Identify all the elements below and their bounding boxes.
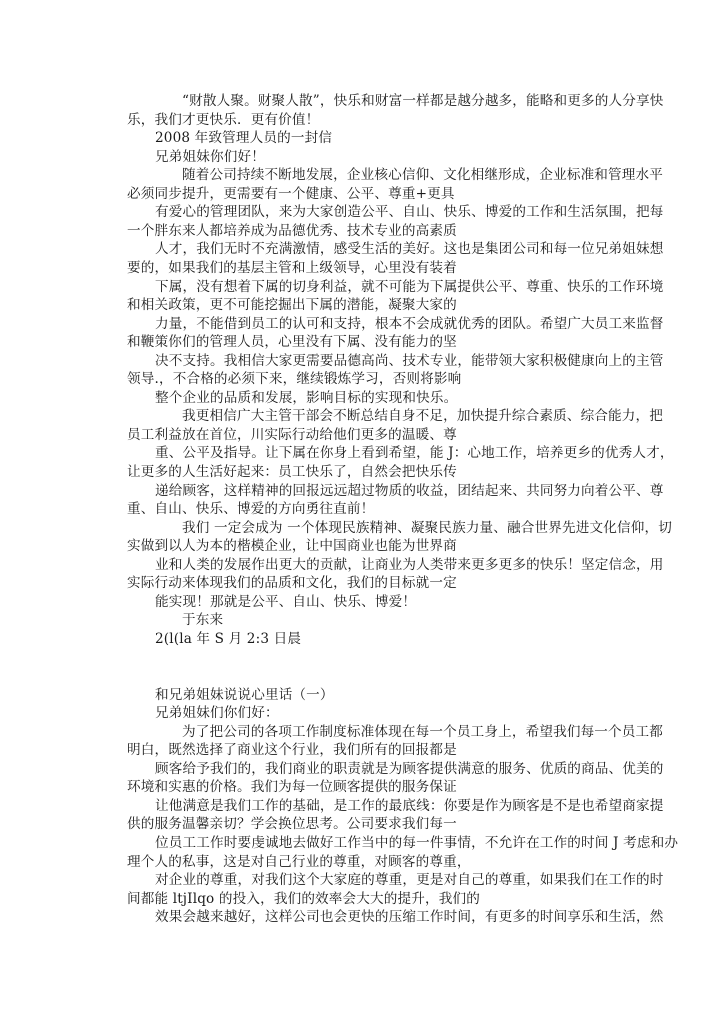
text-line: 领导.，不合格的必须下来，继续锻炼学习，否则将影响 bbox=[127, 371, 462, 388]
text-line: 乐，我们才更快乐．更有价值！ bbox=[127, 111, 320, 128]
text-line: 人才，我们无时不充满激情，感受生活的美好。这也是集团公司和每一位兄弟姐妹想 bbox=[155, 241, 664, 258]
text-line: 要的，如果我们的基层主管和上级领导，心里没有装着 bbox=[127, 259, 457, 276]
text-line: 明白，既然选择了商业这个行业，我们所有的回报都是 bbox=[127, 742, 457, 759]
text-line: 整个企业的品质和发展，影响目标的实现和快乐。 bbox=[155, 389, 458, 406]
text-line: 业和人类的发展作出更大的贡献，让商业为人类带来更多更多的快乐！坚定信念，用 bbox=[155, 556, 664, 573]
text-line: 递给顾客，这样精神的回报远远超过物质的收益，团结起来、共同努力向着公平、尊 bbox=[155, 482, 664, 499]
text-line: 对企业的尊重，对我们这个大家庭的尊重，更是对自己的尊重，如果我们在工作的时 bbox=[155, 872, 664, 889]
text-line: 我更相信广大主管干部会不断总结自身不足，加快提升综合素质、综合能力，把 bbox=[182, 408, 664, 425]
text-line: 让更多的人生活好起来：员工快乐了，自然会把快乐传 bbox=[127, 464, 457, 480]
text-line: 重、公平及指导。让下属在你身上看到希望，能 J：心地工作，培养更乡的优秀人才， bbox=[155, 445, 674, 462]
text-line: 能实现！那就是公平、自山、快乐、博爱！ bbox=[155, 593, 417, 610]
text-line: 和兄弟姐妹说说心里话（一） bbox=[155, 686, 334, 703]
text-line: 决不支持。我相信大家更需要品德高尚、技术专业，能带领大家积极健康向上的主管 bbox=[155, 352, 664, 369]
text-line: 理个人的私事，这是对自己行业的尊重，对顾客的尊重， bbox=[127, 853, 471, 870]
blank-line bbox=[127, 667, 637, 686]
text-line: 和鞭策你们的管理人员，心里没有下属、没有能力的坚 bbox=[127, 334, 457, 351]
text-line: 有爱心的管理团队，来为大家创造公平、自山、快乐、博爱的工作和生活氛围，把每 bbox=[155, 204, 664, 221]
text-line: 环境和实惠的价格。我们为每一位顾客提供的服务保证 bbox=[127, 779, 457, 796]
text-line: 2008 年致管理人员的一封信 bbox=[155, 130, 333, 147]
text-line: “财散人聚。财聚人散”，快乐和财富一样都是越分越多，能略和更多的人分享快 bbox=[182, 93, 664, 109]
text-line: 员工利益放在首位，川实际行动给他们更多的温暖、尊 bbox=[127, 426, 457, 443]
text-line: 重、自山、快乐、博爱的方向勇往直前！ bbox=[127, 501, 375, 518]
text-line: 一个胖东来人都培养成为品德优秀、技术专业的高素质 bbox=[127, 222, 457, 239]
text-line: 位员工工作时要虔诚地去做好工作当中的每一件事情，不允许在工作的时间 J 考虑和办 bbox=[155, 835, 679, 851]
text-line: 我们 一定会成为 一个体现民族精神、凝聚民族力量、融合世界先进文化信仰，切 bbox=[182, 519, 672, 536]
text-line: 供的服务温馨亲切？学会换位思考。公司要求我们每一 bbox=[127, 816, 457, 833]
text-line: 下属，没有想着下属的切身利益，就不可能为下属提供公平、尊重、快乐的工作环境 bbox=[155, 278, 664, 295]
blank-line bbox=[127, 649, 637, 668]
text-line: 2(l(la 年 S 月 2:3 日晨 bbox=[155, 630, 302, 647]
text-line: 于东来 bbox=[182, 612, 224, 629]
text-line: 为了把公司的各项工作制度标准体现在每一个员工身上，希望我们每一个员工都 bbox=[182, 723, 664, 740]
text-line: 效果会越来越好，这样公司也会更快的压缩工作时间，有更多的时间享乐和生活，然 bbox=[155, 909, 664, 926]
text-line: 间都能 ltjIlqo 的投入，我们的效率会大大的提升，我们的 bbox=[127, 890, 480, 907]
text-line: 兄弟姐妹们你们好： bbox=[155, 705, 279, 722]
text-line: 和相关政策，更不可能挖掘出下属的潜能，凝聚大家的 bbox=[127, 297, 457, 314]
text-line: 顾客给予我们的，我们商业的职责就是为顾客提供满意的服务、优质的商品、优美的 bbox=[155, 760, 664, 777]
text-line: 力量，不能借到员工的认可和支持，根本不会成就优秀的团队。希望广大员工来监督 bbox=[155, 315, 664, 332]
text-line: 让他满意是我们工作的基础，是工作的最底线：你要是作为顾客是不是也希望商家提 bbox=[155, 797, 664, 814]
text-line: 必须同步提升，更需要有一个健康、公平、尊重+更具 bbox=[127, 185, 455, 202]
text-line: 实做到以人为本的楷模企业，让中国商业也能为世界商 bbox=[127, 538, 457, 555]
text-line: 实际行动来体现我们的品质和文化，我们的目标就一定 bbox=[127, 575, 457, 592]
text-line: 随着公司持续不断地发展，企业核心信仰、文化相继形成，企业标准和管理水平 bbox=[182, 167, 664, 184]
text-line: 兄弟姐妹你们好！ bbox=[155, 148, 265, 165]
